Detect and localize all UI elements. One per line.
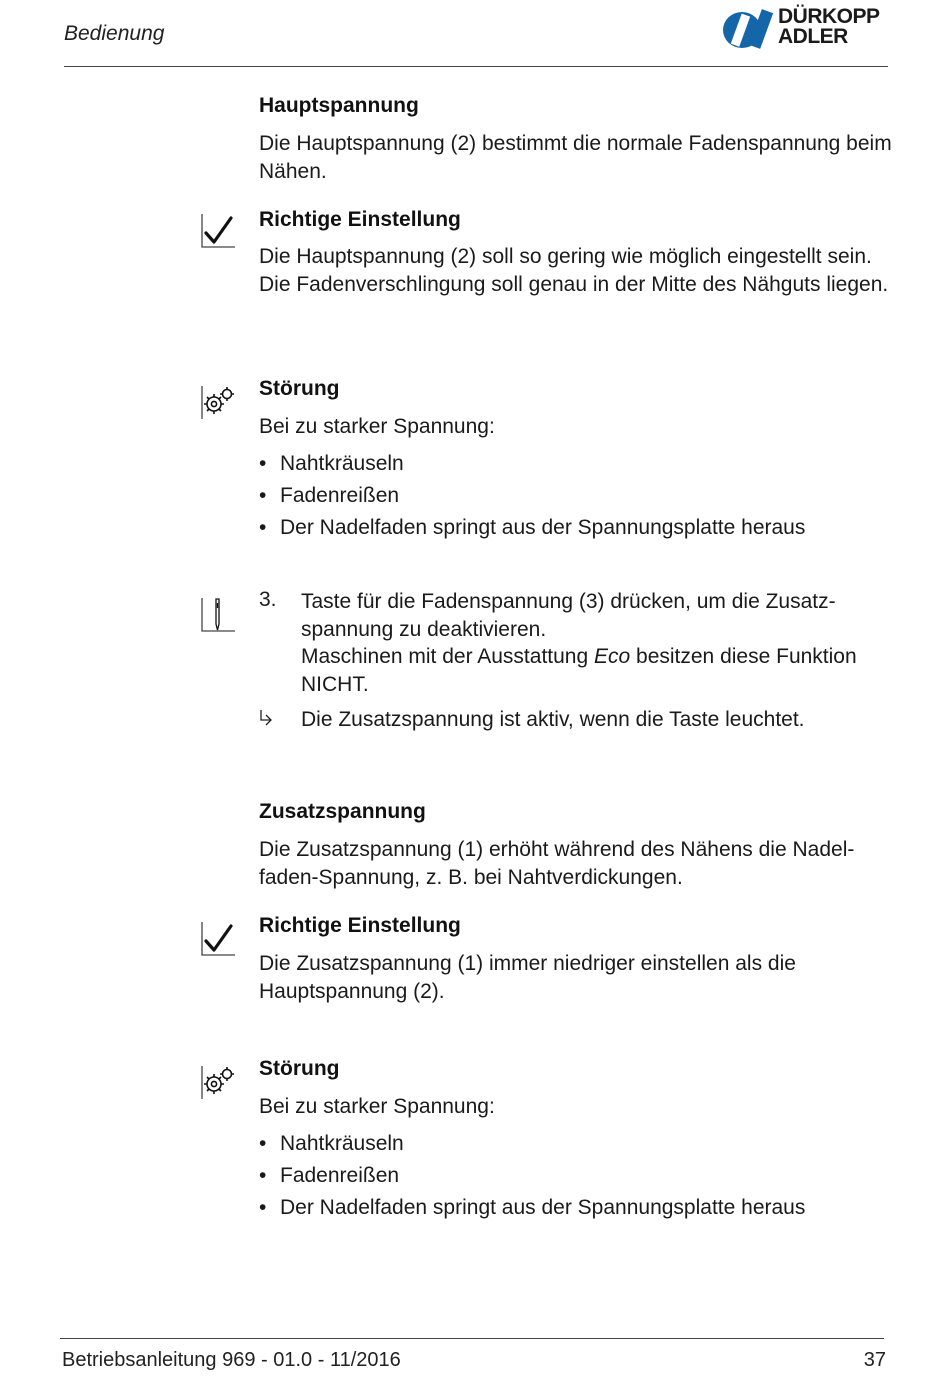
- list-item: • Der Nadelfaden springt aus der Spannungsplatte heraus: [259, 1194, 899, 1226]
- zusatzspannung-description: Die Zusatzspannung (1) erhöht während des Nähens die Nadelfaden-Spannung, z. B. bei Nahtverdickungen.: [259, 838, 855, 889]
- step-result: Die Zusatzspannung ist aktiv, wenn die Taste leuchtet.: [301, 708, 805, 731]
- section-heading-zusatzspannung: Zusatzspannung: [259, 800, 426, 823]
- fault-list-main: [259, 450, 899, 546]
- footer-divider: [60, 1338, 884, 1339]
- logo-mark-icon: [722, 6, 774, 50]
- gear-fault-icon: [200, 1064, 236, 1100]
- section-heading-hauptspannung: Hauptspannung: [259, 94, 419, 117]
- needle-icon: [200, 596, 236, 632]
- checkmark-icon: [200, 212, 236, 248]
- fault-heading-extra: Störung: [259, 1057, 340, 1080]
- step-text-a: Taste für die Fadenspannung (3) drücken, um die Zusatzspannung zu deaktivieren.: [301, 590, 836, 641]
- list-item: • Nahtkräuseln: [259, 1130, 899, 1162]
- step-instruction: [301, 588, 891, 698]
- setting-text-extra: Die Zusatzspannung (1) immer niedriger einstellen als die Hauptspannung (2).: [259, 952, 796, 1003]
- fault-intro-main: Bei zu starker Spannung:: [259, 415, 495, 438]
- fault-list-extra: [259, 1130, 899, 1226]
- step-text-b: Maschinen mit der Ausstattung Eco besitzen diese Funktion NICHT.: [301, 645, 857, 696]
- step-number: 3.: [259, 588, 277, 611]
- list-item: • Nahtkräuseln: [259, 450, 899, 482]
- page-header-title: Bedienung: [64, 22, 165, 45]
- brand-logo: [722, 6, 890, 50]
- logo-line-2: ADLER: [778, 25, 848, 48]
- list-item: • Der Nadelfaden springt aus der Spannungsplatte heraus: [259, 514, 899, 546]
- list-item: • Fadenreißen: [259, 1162, 899, 1194]
- setting-heading-extra: Richtige Einstellung: [259, 914, 461, 937]
- logo-line-1: DÜRKOPP: [778, 5, 880, 28]
- setting-text-main: Die Hauptspannung (2) soll so gering wie möglich eingestellt sein. Die Fadenverschlingung soll genau in der Mitte des Nähguts liegen.: [259, 245, 889, 296]
- logo-text: [778, 7, 880, 47]
- page-number: 37: [863, 1349, 886, 1371]
- eco-emphasis: Eco: [594, 645, 631, 668]
- setting-heading-main: Richtige Einstellung: [259, 208, 461, 231]
- list-item: • Fadenreißen: [259, 482, 899, 514]
- hauptspannung-description: Die Hauptspannung (2) bestimmt die normale Fadenspannung beim Nähen.: [259, 132, 892, 183]
- gear-fault-icon: [200, 384, 236, 420]
- footer-manual-reference: Betriebsanleitung 969 - 01.0 - 11/2016: [62, 1349, 401, 1371]
- fault-intro-extra: Bei zu starker Spannung:: [259, 1095, 495, 1118]
- checkmark-icon: [200, 920, 236, 956]
- fault-heading-main: Störung: [259, 377, 340, 400]
- result-arrow-icon: [259, 708, 277, 734]
- header-divider: [64, 66, 888, 67]
